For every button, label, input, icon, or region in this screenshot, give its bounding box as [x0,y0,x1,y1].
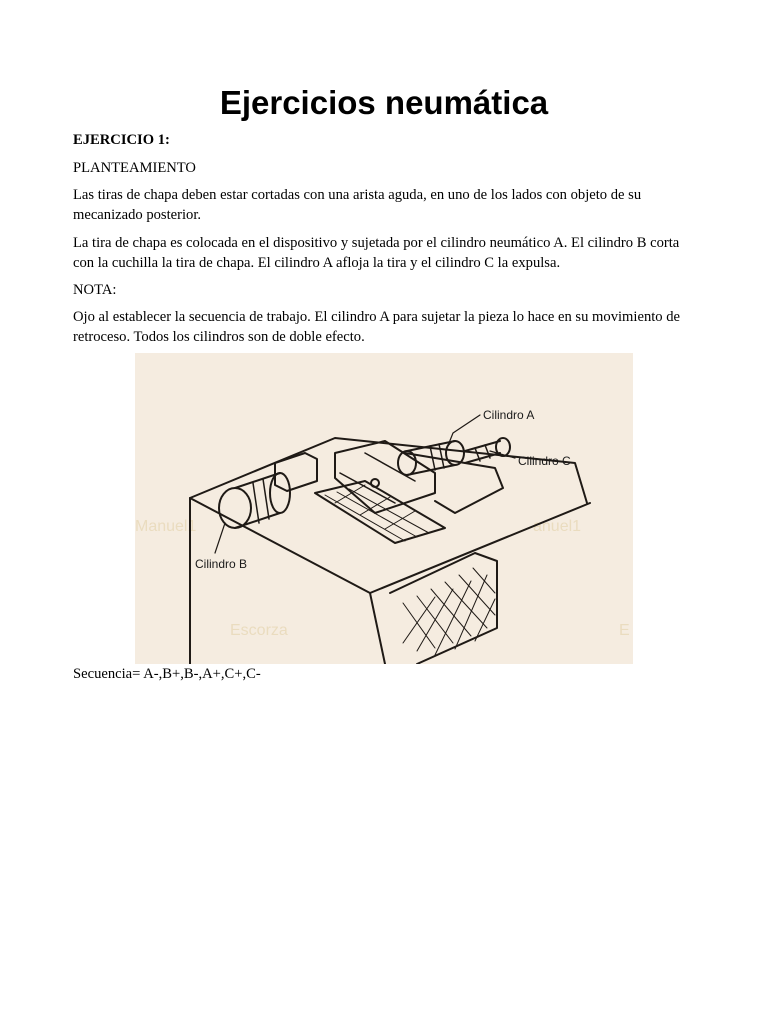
exercise-heading: EJERCICIO 1: [73,132,170,148]
table-top-edge [190,438,587,503]
watermark-4: E [619,622,630,639]
label-cylinder-a: Cilindro A [483,408,535,422]
section-label: PLANTEAMIENTO [73,160,196,176]
leader-a [447,415,480,448]
pneumatic-device-figure [135,353,633,664]
label-cylinder-b: Cilindro B [195,557,248,571]
front-box [390,553,497,664]
leader-b [215,523,225,553]
note-text: Ojo al establecer la secuencia de trabajo. El cilindro A para sujetar la pieza lo hace en su movimiento de retroceso. Todos los cilindros son de doble efecto. [73,309,681,345]
cylinder-b-body [235,473,280,528]
device-drawing [135,353,633,664]
watermark-2: anuel1 [533,518,582,535]
sequence-text: Secuencia= A-,B+,B-,A+,C+,C- [73,666,261,682]
label-cylinder-c: Cilindro C [518,454,571,468]
table-front-edge [190,498,385,664]
watermark-3: Escorza [230,622,288,639]
paragraph-2: La tira de chapa es colocada en el dispositivo y sujetada por el cilindro neumático A. El cilindro B corta con la cuchilla la tira de chapa. El cilindro A afloja la tira y el cilindro C la expulsa. [73,235,680,271]
cutting-slide [335,441,435,513]
clamp-block [275,453,317,491]
page-title: Ejercicios neumática [219,84,549,121]
note-label: NOTA: [73,282,117,298]
paragraph-1: Las tiras de chapa deben estar cortadas con una arista aguda, en uno de los lados con objeto de su mecanizado posterior. [73,187,642,223]
table-right-edge [370,503,590,593]
watermark-1: Manuel1 [135,518,197,535]
metal-strip [405,453,503,513]
